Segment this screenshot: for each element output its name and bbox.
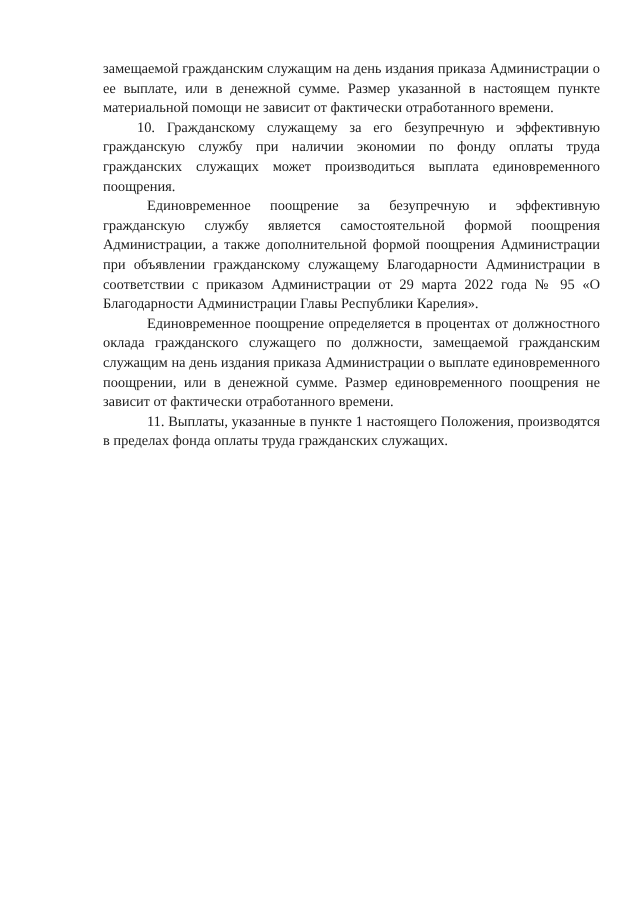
paragraph-item-11: 11. Выплаты, указанные в пункте 1 настоящего Положения, производятся в пределах фонда оплаты труда гражданских служащих.	[103, 413, 600, 450]
document-body	[103, 60, 600, 452]
paragraph-item-10-reward-form: Единовременное поощрение за безупречную и эффективную гражданскую службу является самостоятельной формой поощрения Администрации, а также дополнительной формой поощрения Администрации при объявлении гражданскому служащему Благодарности Администрации в соответствии с приказом Администрации от 29 марта 2022 года № 95 «О Благодарности Администрации Главы Республики Карелия».	[103, 198, 600, 313]
paragraph-continuation: замещаемой гражданским служащим на день издания приказа Администрации о ее выплате, или в денежной сумме. Размер указанной в настоящем пункте материальной помощи не зависит от фактически отработанного времени.	[103, 61, 600, 117]
paragraph-item-10: 10. Гражданскому служащему за его безупречную и эффективную гражданскую службу при наличии экономии по фонду оплаты труда гражданских служащих может производиться выплата единовременного поощрения.	[103, 119, 600, 195]
paragraph-item-10-reward-amount: Единовременное поощрение определяется в процентах от должностного оклада гражданского служащего по должности, замещаемой гражданским служащим на день издания приказа Администрации о выплате единовременного поощрении, или в денежной сумме. Размер единовременного поощрения не зависит от фактически отработанного времени.	[103, 315, 600, 411]
